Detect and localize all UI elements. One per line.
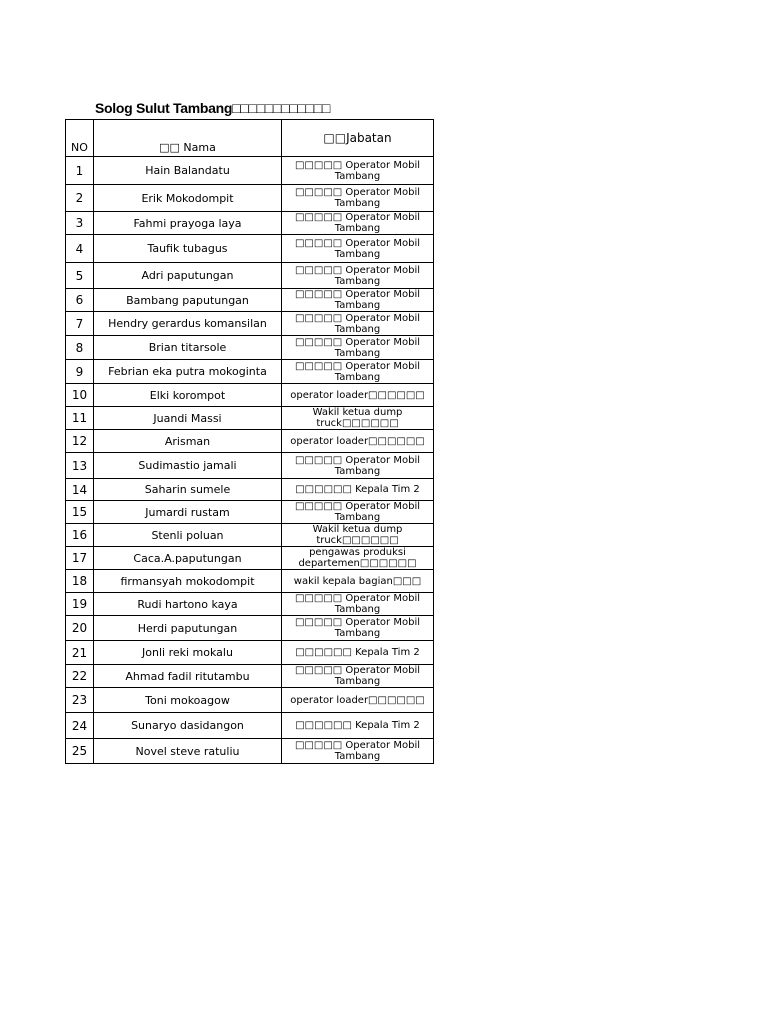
row-job: □□□□□ Operator Mobil Tambang <box>294 501 420 523</box>
row-number: 8 <box>66 336 94 360</box>
row-job: □□□□□ Operator Mobil Tambang <box>294 212 420 234</box>
table-row <box>66 212 434 235</box>
row-job-cell <box>282 430 434 453</box>
row-number: 18 <box>66 570 94 593</box>
row-name: Sudimastio jamali <box>94 453 282 479</box>
row-job: □□□□□ Operator Mobil Tambang <box>294 454 420 477</box>
row-name: Taufik tubagus <box>94 235 282 263</box>
row-job-cell <box>282 713 434 739</box>
table-row <box>66 157 434 185</box>
row-name: Elki korompot <box>94 384 282 407</box>
row-job-cell <box>282 235 434 263</box>
table-row <box>66 479 434 501</box>
row-number: 11 <box>66 407 94 430</box>
row-job: □□□□□ Operator Mobil Tambang <box>294 264 420 287</box>
table-row <box>66 312 434 336</box>
row-job: □□□□□ Operator Mobil Tambang <box>294 289 420 311</box>
table-row <box>66 713 434 739</box>
row-number: 7 <box>66 312 94 336</box>
employee-table <box>65 119 434 764</box>
row-name: Novel steve ratuliu <box>94 739 282 764</box>
row-name: Febrian eka putra mokoginta <box>94 360 282 384</box>
header-no: NO <box>66 120 94 157</box>
table-row <box>66 641 434 665</box>
header-job: □□Jabatan <box>282 120 434 157</box>
row-job: □□□□□ Operator Mobil Tambang <box>294 159 420 182</box>
row-number: 2 <box>66 185 94 212</box>
row-name: Fahmi prayoga laya <box>94 212 282 235</box>
row-number: 1 <box>66 157 94 185</box>
row-job: □□□□□ Operator Mobil Tambang <box>294 187 420 209</box>
row-number: 10 <box>66 384 94 407</box>
row-job: pengawas produksi departemen□□□□□□ <box>298 547 417 569</box>
row-job: □□□□□ Operator Mobil Tambang <box>294 360 420 383</box>
table-row <box>66 524 434 547</box>
row-name: Toni mokoagow <box>94 688 282 713</box>
table-row <box>66 289 434 312</box>
row-job-cell <box>282 479 434 501</box>
table-row <box>66 384 434 407</box>
table-row <box>66 336 434 360</box>
row-job: □□□□□□ Kepala Tim 2 <box>295 720 420 731</box>
row-number: 24 <box>66 713 94 739</box>
row-name: Hain Balandatu <box>94 157 282 185</box>
row-name: Juandi Massi <box>94 407 282 430</box>
row-job-cell <box>282 524 434 547</box>
row-job-cell <box>282 665 434 688</box>
row-job-cell <box>282 407 434 430</box>
row-name: Caca.A.paputungan <box>94 547 282 570</box>
row-job-cell <box>282 616 434 641</box>
row-job: □□□□□ Operator Mobil Tambang <box>294 237 420 260</box>
row-name: Herdi paputungan <box>94 616 282 641</box>
row-job: □□□□□□ Kepala Tim 2 <box>295 647 420 658</box>
row-number: 5 <box>66 263 94 289</box>
table-row <box>66 185 434 212</box>
table-row <box>66 360 434 384</box>
row-number: 12 <box>66 430 94 453</box>
row-number: 9 <box>66 360 94 384</box>
row-number: 19 <box>66 593 94 616</box>
row-job-cell <box>282 547 434 570</box>
row-job-cell <box>282 185 434 212</box>
row-name: Arisman <box>94 430 282 453</box>
row-name: Stenli poluan <box>94 524 282 547</box>
row-job: □□□□□ Operator Mobil Tambang <box>294 593 420 615</box>
row-name: Bambang paputungan <box>94 289 282 312</box>
row-job: □□□□□ Operator Mobil Tambang <box>294 312 420 335</box>
row-number: 6 <box>66 289 94 312</box>
row-job-cell <box>282 312 434 336</box>
table-row <box>66 407 434 430</box>
row-number: 4 <box>66 235 94 263</box>
row-number: 17 <box>66 547 94 570</box>
row-job-cell <box>282 384 434 407</box>
row-job-cell <box>282 157 434 185</box>
row-job: □□□□□ Operator Mobil Tambang <box>294 665 420 687</box>
row-job: □□□□□ Operator Mobil Tambang <box>294 617 420 639</box>
row-job-cell <box>282 593 434 616</box>
row-number: 21 <box>66 641 94 665</box>
table-row <box>66 616 434 641</box>
row-job-cell <box>282 453 434 479</box>
row-number: 16 <box>66 524 94 547</box>
table-row <box>66 688 434 713</box>
row-job: operator loader□□□□□□ <box>290 435 425 447</box>
row-name: Ahmad fadil ritutambu <box>94 665 282 688</box>
table-row <box>66 453 434 479</box>
row-number: 15 <box>66 501 94 524</box>
row-job: Wakil ketua dump truck□□□□□□ <box>312 524 403 546</box>
row-number: 13 <box>66 453 94 479</box>
table-row <box>66 593 434 616</box>
row-name: Brian titarsole <box>94 336 282 360</box>
row-name: Rudi hartono kaya <box>94 593 282 616</box>
table-row <box>66 665 434 688</box>
row-name: Sunaryo dasidangon <box>94 713 282 739</box>
table-row <box>66 570 434 593</box>
row-job-cell <box>282 289 434 312</box>
table-row <box>66 547 434 570</box>
row-job-cell <box>282 212 434 235</box>
table-header-row <box>66 120 434 157</box>
table-row <box>66 430 434 453</box>
row-number: 14 <box>66 479 94 501</box>
row-job: wakil kepala bagian□□□ <box>293 575 422 587</box>
row-name: Saharin sumele <box>94 479 282 501</box>
row-name: firmansyah mokodompit <box>94 570 282 593</box>
table-body <box>66 157 434 764</box>
header-name: □□ Nama <box>94 120 282 157</box>
row-number: 3 <box>66 212 94 235</box>
row-job: □□□□□□ Kepala Tim 2 <box>295 484 420 495</box>
row-number: 23 <box>66 688 94 713</box>
table-row <box>66 739 434 764</box>
table-row <box>66 501 434 524</box>
row-name: Erik Mokodompit <box>94 185 282 212</box>
row-name: Jonli reki mokalu <box>94 641 282 665</box>
row-name: Hendry gerardus komansilan <box>94 312 282 336</box>
document-title: Solog Sulut Tambang□□□□□□□□□□□□ <box>95 100 331 116</box>
row-job-cell <box>282 501 434 524</box>
row-number: 22 <box>66 665 94 688</box>
table-row <box>66 235 434 263</box>
row-job-cell <box>282 739 434 764</box>
row-name: Jumardi rustam <box>94 501 282 524</box>
row-job-cell <box>282 641 434 665</box>
row-job-cell <box>282 263 434 289</box>
row-job: operator loader□□□□□□ <box>290 694 425 706</box>
row-name: Adri paputungan <box>94 263 282 289</box>
row-number: 20 <box>66 616 94 641</box>
row-job-cell <box>282 360 434 384</box>
row-job-cell <box>282 688 434 713</box>
row-job: Wakil ketua dump truck□□□□□□ <box>312 407 403 429</box>
row-job: operator loader□□□□□□ <box>290 389 425 401</box>
row-job: □□□□□ Operator Mobil Tambang <box>294 336 420 359</box>
table-row <box>66 263 434 289</box>
row-job: □□□□□ Operator Mobil Tambang <box>294 740 420 762</box>
row-job-cell <box>282 570 434 593</box>
row-job-cell <box>282 336 434 360</box>
row-number: 25 <box>66 739 94 764</box>
